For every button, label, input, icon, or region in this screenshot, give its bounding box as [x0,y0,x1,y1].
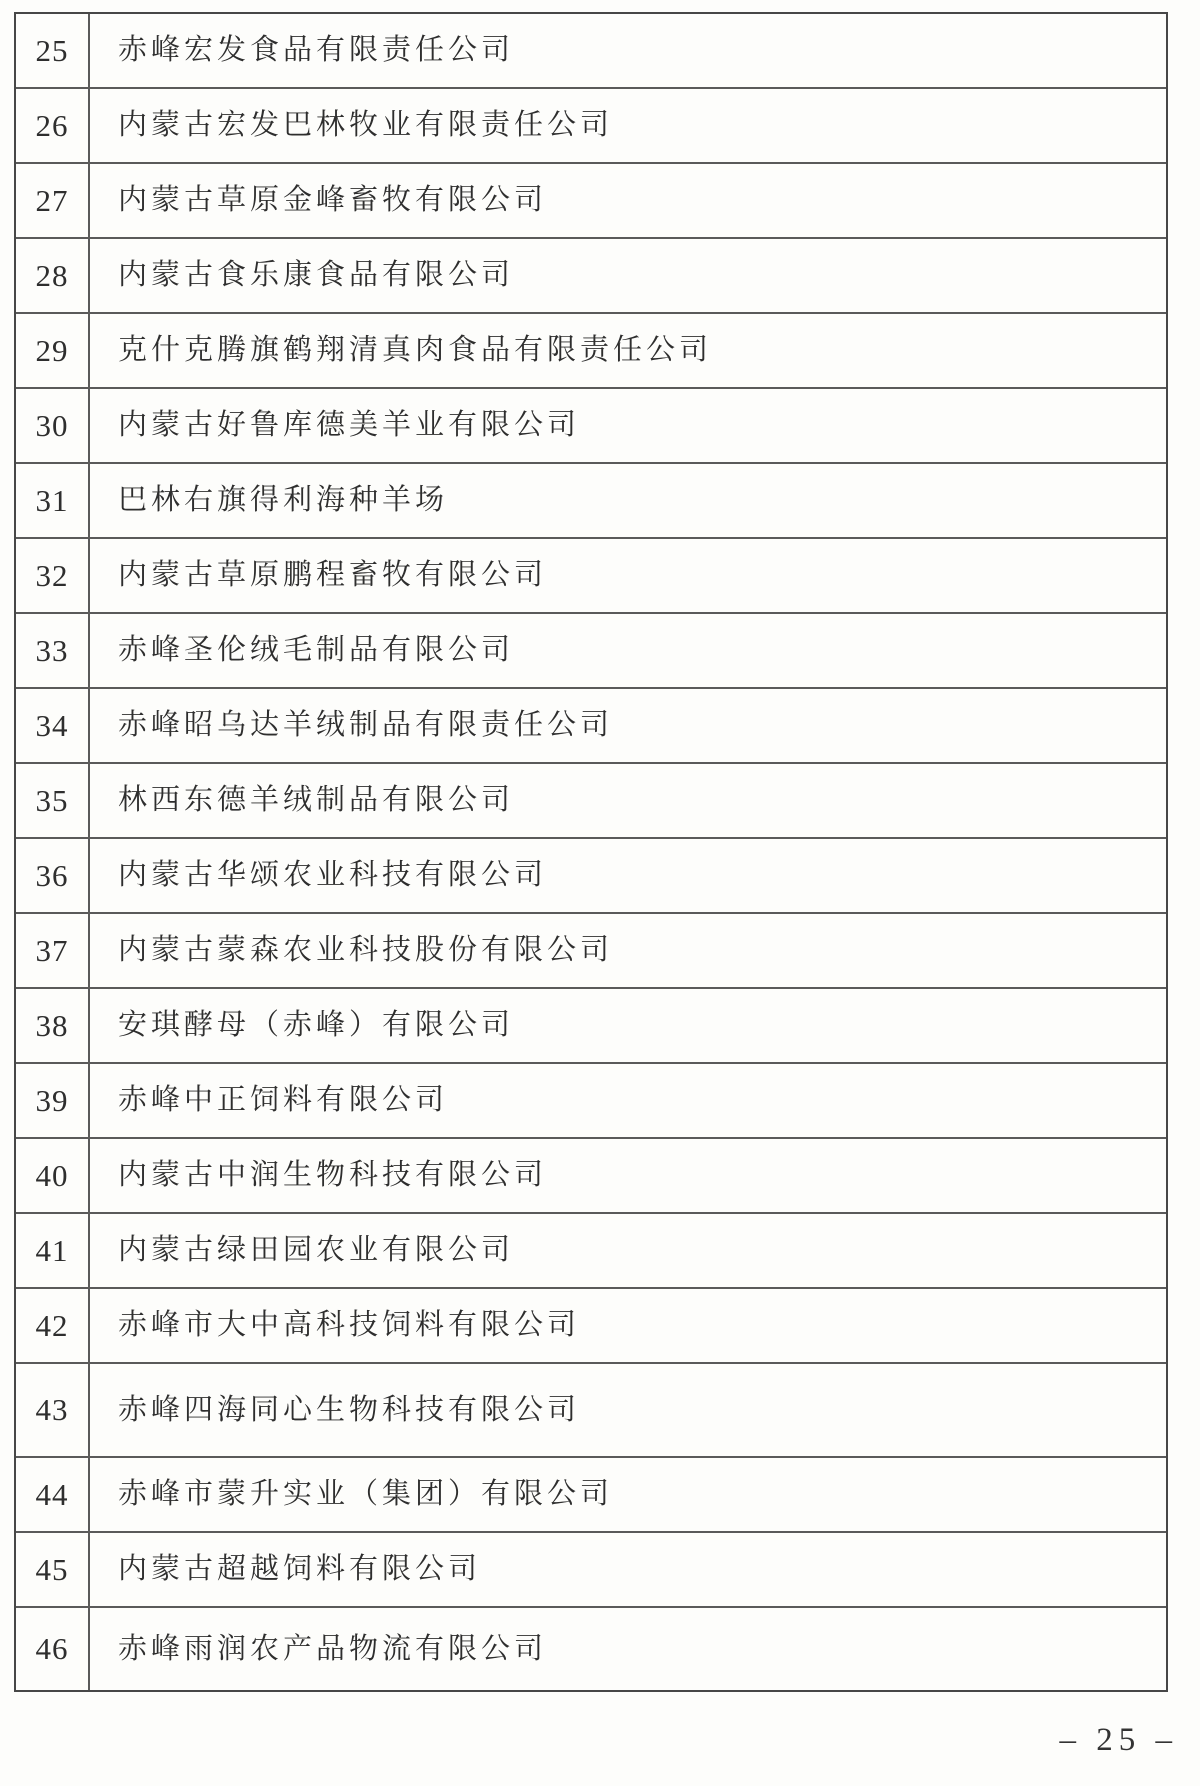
company-name: 安琪酵母（赤峰）有限公司 [118,1009,515,1042]
table-row [16,237,1166,312]
company-name: 内蒙古中润生物科技有限公司 [118,1159,548,1192]
table-row [16,162,1166,237]
table-row [16,1287,1166,1362]
company-name: 内蒙古草原鹏程畜牧有限公司 [118,559,548,592]
company-name: 巴林右旗得利海种羊场 [118,484,449,517]
row-number: 35 [16,764,90,837]
company-name: 内蒙古华颂农业科技有限公司 [118,859,548,892]
row-number: 39 [16,1064,90,1137]
table-row [16,537,1166,612]
row-number: 32 [16,539,90,612]
table-row [16,87,1166,162]
row-number: 41 [16,1214,90,1287]
row-number: 33 [16,614,90,687]
row-number: 26 [16,89,90,162]
table-row [16,612,1166,687]
row-number: 45 [16,1533,90,1606]
table-row [16,1531,1166,1606]
table-row [16,1362,1166,1456]
row-number: 42 [16,1289,90,1362]
table-row [16,987,1166,1062]
table-row [16,1456,1166,1531]
row-number: 25 [16,14,90,87]
row-number: 37 [16,914,90,987]
row-number: 46 [16,1608,90,1690]
table-row [16,1212,1166,1287]
table-row [16,1062,1166,1137]
table-row [16,837,1166,912]
table-row [16,912,1166,987]
company-name: 赤峰四海同心生物科技有限公司 [118,1393,581,1426]
row-number: 31 [16,464,90,537]
company-name: 赤峰市大中高科技饲料有限公司 [118,1309,581,1342]
company-name: 内蒙古蒙森农业科技股份有限公司 [118,934,614,967]
row-number: 30 [16,389,90,462]
row-number: 27 [16,164,90,237]
row-number: 43 [16,1364,90,1456]
company-name: 林西东德羊绒制品有限公司 [118,784,515,817]
table-row [16,762,1166,837]
company-name: 赤峰雨润农产品物流有限公司 [118,1632,548,1665]
table-row [16,462,1166,537]
row-number: 38 [16,989,90,1062]
company-name: 内蒙古好鲁库德美羊业有限公司 [118,409,581,442]
company-name: 克什克腾旗鹤翔清真肉食品有限责任公司 [118,334,713,367]
table-row [16,687,1166,762]
row-number: 34 [16,689,90,762]
row-number: 40 [16,1139,90,1212]
table-row [16,14,1166,87]
company-name: 赤峰中正饲料有限公司 [118,1084,449,1117]
table-row [16,312,1166,387]
company-name: 赤峰昭乌达羊绒制品有限责任公司 [118,709,614,742]
company-name: 内蒙古绿田园农业有限公司 [118,1234,515,1267]
table-row [16,387,1166,462]
row-number: 36 [16,839,90,912]
company-name: 内蒙古超越饲料有限公司 [118,1553,482,1586]
table-row [16,1606,1166,1690]
company-name: 赤峰圣伦绒毛制品有限公司 [118,634,515,667]
row-number: 44 [16,1458,90,1531]
company-name: 内蒙古草原金峰畜牧有限公司 [118,184,548,217]
company-name: 内蒙古宏发巴林牧业有限责任公司 [118,109,614,142]
page-number: – 25 – [1059,1722,1178,1758]
row-number: 29 [16,314,90,387]
table-row [16,1137,1166,1212]
company-name: 赤峰宏发食品有限责任公司 [118,34,515,67]
company-list-table [14,12,1168,1692]
company-name: 内蒙古食乐康食品有限公司 [118,259,515,292]
company-name: 赤峰市蒙升实业（集团）有限公司 [118,1478,614,1511]
row-number: 28 [16,239,90,312]
